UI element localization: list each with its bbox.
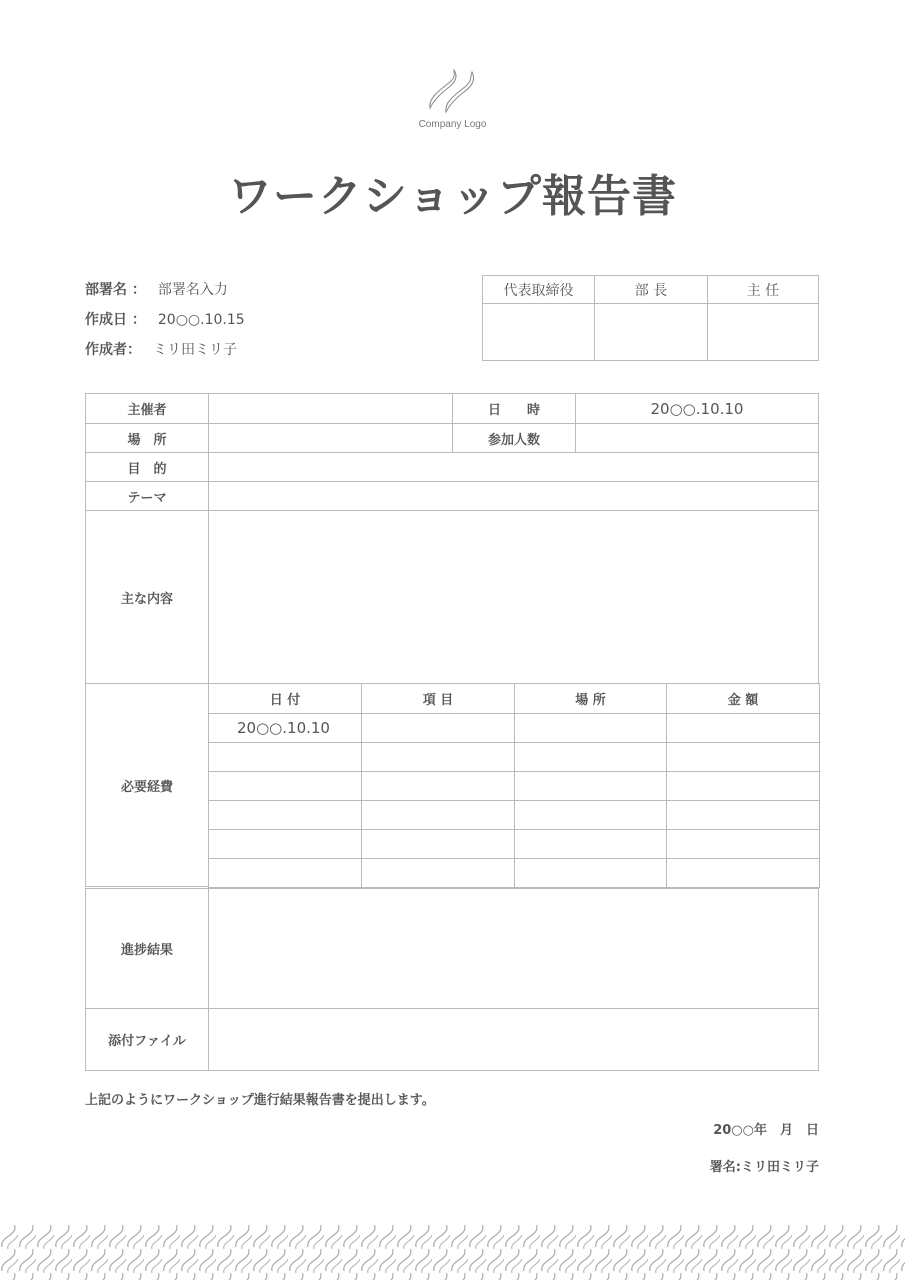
logo-text: Company Logo: [418, 119, 487, 130]
expense-cell[interactable]: [666, 713, 820, 743]
expense-cell[interactable]: [208, 771, 362, 801]
expense-cell[interactable]: [514, 800, 667, 830]
signature: 署名:ミリ田ミリ子: [709, 1160, 819, 1175]
participants-label: 参加人数: [452, 423, 576, 453]
expense-cell[interactable]: [361, 713, 515, 743]
submit-date: 20○○年 月 日: [713, 1123, 819, 1138]
expense-cell[interactable]: [208, 829, 362, 859]
organizer-field[interactable]: [208, 393, 453, 424]
created-date-value: 20○○.10.15: [157, 312, 245, 328]
company-logo-icon: [426, 68, 482, 114]
place-field[interactable]: [208, 423, 453, 453]
expense-cell[interactable]: [666, 742, 820, 772]
expense-cell[interactable]: [514, 742, 667, 772]
expense-cell[interactable]: [361, 829, 515, 859]
progress-label: 進捗結果: [85, 888, 209, 1009]
attachments-field[interactable]: [208, 1008, 819, 1071]
datetime-field[interactable]: 20○○.10.10: [575, 393, 819, 424]
expenses-label: 必要経費: [85, 683, 209, 887]
expense-cell[interactable]: [208, 800, 362, 830]
place-label: 場 所: [85, 423, 209, 453]
approval-header: 部 長: [594, 275, 708, 304]
content-label: 主な内容: [85, 510, 209, 684]
purpose-label: 目 的: [85, 452, 209, 482]
expense-cell[interactable]: [666, 829, 820, 859]
approval-stamp-cell[interactable]: [707, 303, 819, 361]
expense-cell[interactable]: [361, 771, 515, 801]
approval-stamp-cell[interactable]: [482, 303, 595, 361]
approval-header: 主 任: [707, 275, 819, 304]
expense-cell[interactable]: [666, 858, 820, 888]
department-row: [85, 279, 228, 299]
department-value: 部署名入力: [157, 282, 228, 298]
progress-field[interactable]: [208, 888, 819, 1009]
expense-cell[interactable]: [208, 858, 362, 888]
expense-cell[interactable]: [666, 771, 820, 801]
label: 作成者：: [85, 342, 141, 358]
theme-field[interactable]: [208, 481, 819, 511]
expense-cell[interactable]: [666, 800, 820, 830]
statement-text: 上記のようにワークショップ進行結果報告書を提出します。: [85, 1093, 435, 1108]
approval-header: 代表取締役: [482, 275, 595, 304]
organizer-label: 主催者: [85, 393, 209, 424]
label: 作成日 ：: [85, 312, 146, 328]
expense-cell[interactable]: [208, 742, 362, 772]
expense-header: 金 額: [666, 683, 820, 714]
expense-cell[interactable]: [514, 771, 667, 801]
datetime-label: 日 時: [452, 393, 576, 424]
content-field[interactable]: [208, 510, 819, 684]
decorative-pattern-icon: [0, 1225, 905, 1280]
expense-cell[interactable]: [361, 742, 515, 772]
expense-cell[interactable]: [361, 858, 515, 888]
attachments-label: 添付ファイル: [85, 1008, 209, 1071]
theme-label: テーマ: [85, 481, 209, 511]
expense-cell[interactable]: [361, 800, 515, 830]
purpose-field[interactable]: [208, 452, 819, 482]
expense-header: 日 付: [208, 683, 362, 714]
expense-cell[interactable]: [514, 713, 667, 743]
page-title: ワークショップ報告書: [227, 171, 678, 222]
created-date-row: [85, 309, 245, 329]
expense-header: 場 所: [514, 683, 667, 714]
approval-stamp-cell[interactable]: [594, 303, 708, 361]
expense-cell[interactable]: [514, 858, 667, 888]
participants-field[interactable]: [575, 423, 819, 453]
label: 部署名 ：: [85, 282, 146, 298]
expense-cell[interactable]: 20○○.10.10: [208, 713, 362, 743]
expense-header: 項 目: [361, 683, 515, 714]
author-row: [85, 339, 237, 359]
expense-cell[interactable]: [514, 829, 667, 859]
author-value: ミリ田ミリ子: [153, 342, 237, 358]
